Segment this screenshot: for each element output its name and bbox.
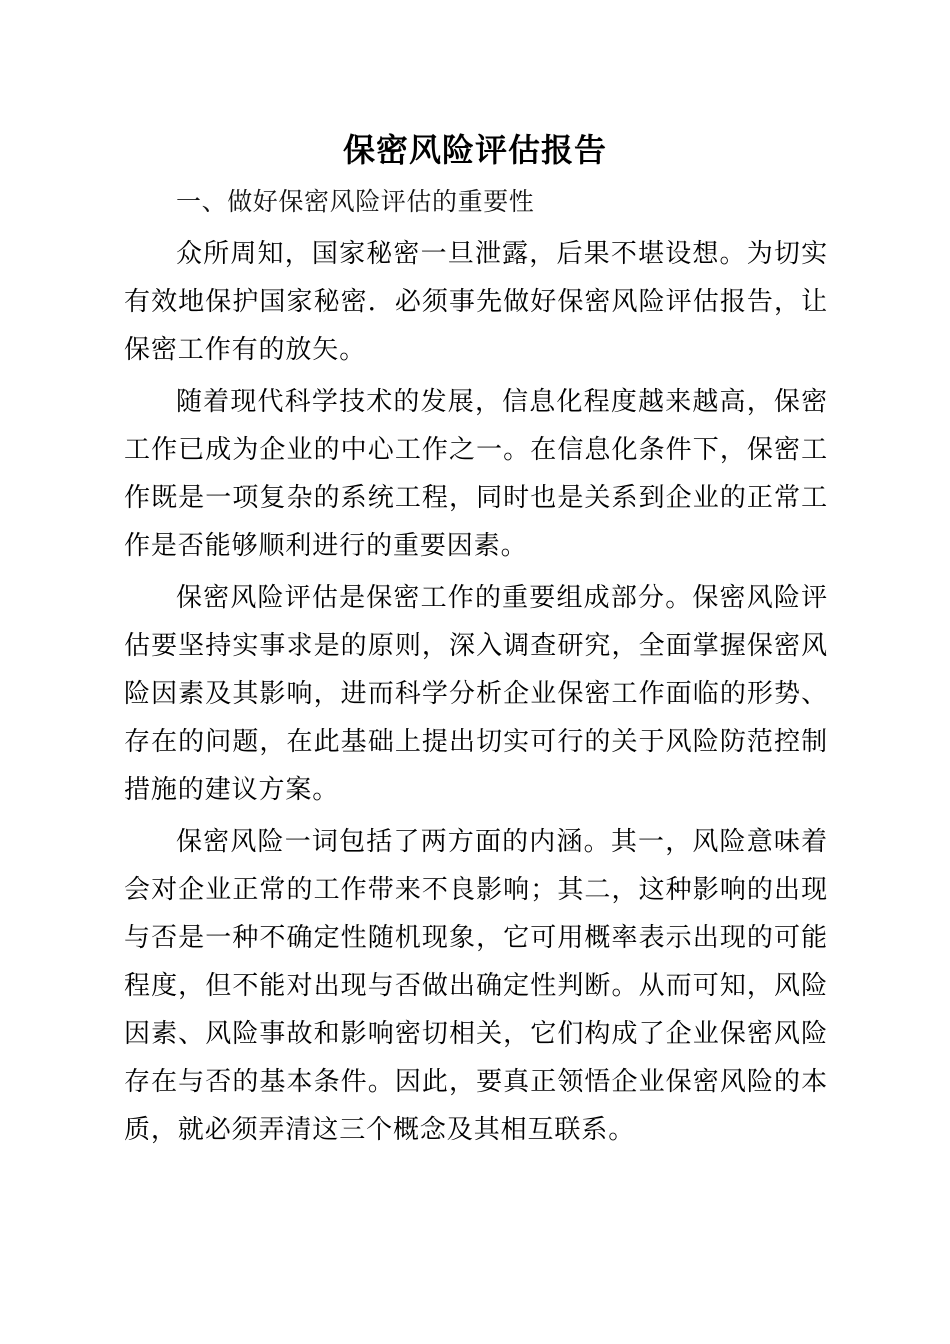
paragraph-2: 随着现代科学技术的发展，信息化程度越来越高，保密工作已成为企业的中心工作之一。在信息化条件下，保密工作既是一项复杂的系统工程，同时也是关系到企业的正常工作是否能够顺利进行的重要因素。 [124, 387, 828, 561]
paragraph-1: 众所周知，国家秘密一旦泄露，后果不堪设想。为切实有效地保护国家秘密．必须事先做好保密风险评估报告，让保密工作有的放矢。 [124, 239, 828, 365]
section-heading: 一、做好保密风险评估的重要性 [176, 187, 535, 216]
document-body [124, 178, 828, 1154]
paragraph-4: 保密风险一词包括了两方面的内涵。其一，风险意味着会对企业正常的工作带来不良影响；其二，这种影响的出现与否是一种不确定性随机现象，它可用概率表示出现的可能程度，但不能对出现与否做出确定性判断。从而可知，风险因素、风险事故和影响密切相关，它们构成了企业保密风险存在与否的基本条件。因此，要真正领悟企业保密风险的本质，就必须弄清这三个概念及其相互联系。 [124, 827, 828, 1145]
paragraph-3: 保密风险评估是保密工作的重要组成部分。保密风险评估要坚持实事求是的原则，深入调查研究，全面掌握保密风险因素及其影响，进而科学分析企业保密工作面临的形势、存在的问题，在此基础上提出切实可行的关于风险防范控制措施的建议方案。 [124, 583, 828, 805]
document-title: 保密风险评估报告 [342, 131, 607, 169]
